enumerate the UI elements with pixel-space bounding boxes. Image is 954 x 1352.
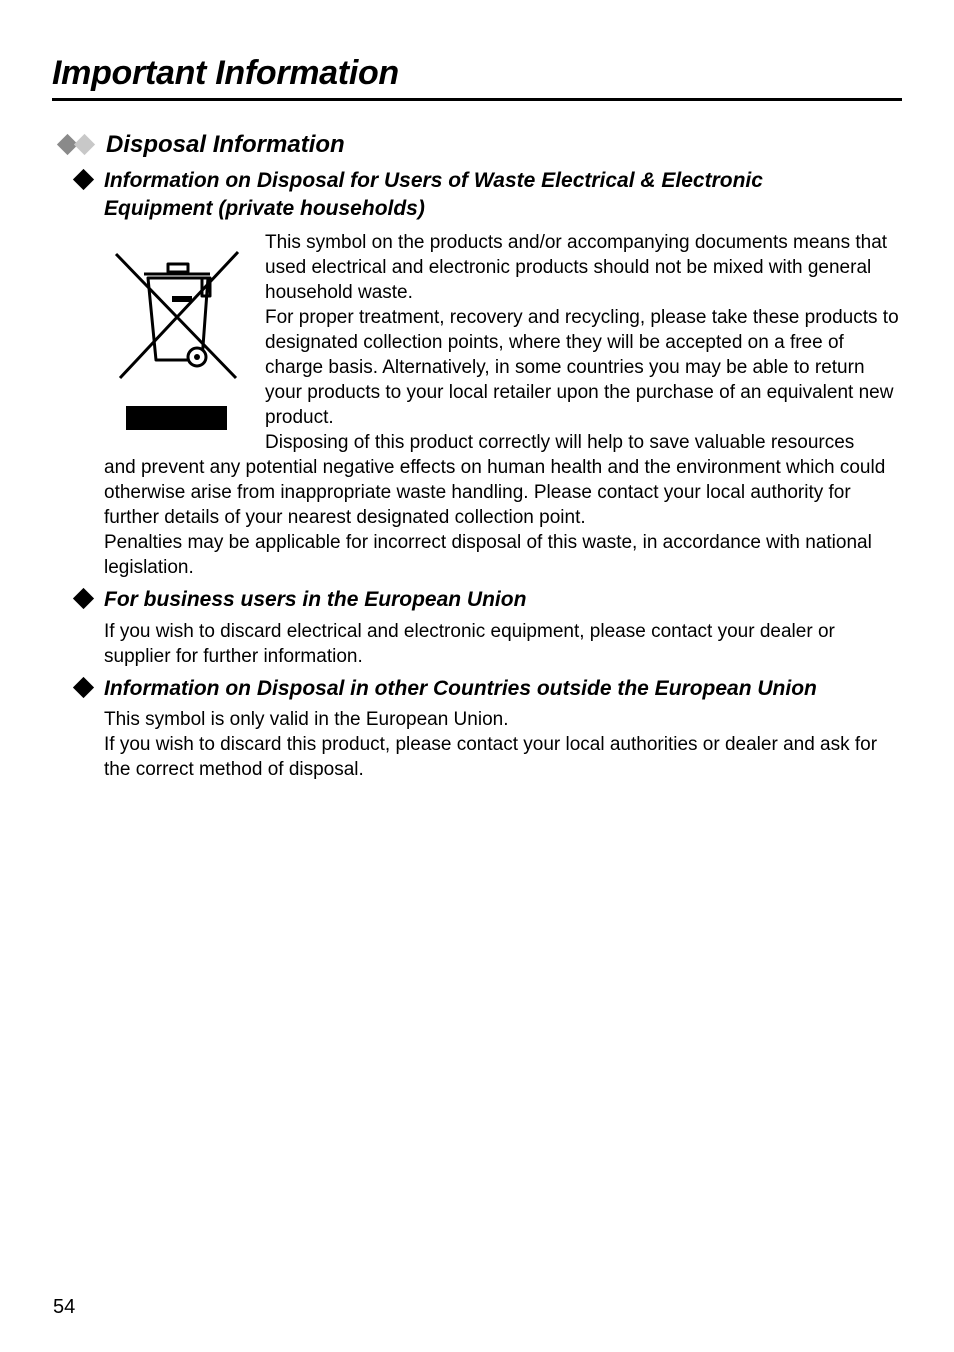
page-title: Important Information xyxy=(52,54,399,92)
disposal-text-top: This symbol on the products and/or accompanying documents means that used electrical and electronic products should not be mixed with general household waste. For proper treatment, recovery and recycling, please take these products to designated collection points, where they will be accepted on a free of charge basis. Alternatively, in some countries you may be able to return your products to your local retailer upon the purchase of an equivalent new product. Disposing of this product correctly will help to save valuable resources xyxy=(265,232,899,453)
page-number: 54 xyxy=(53,1296,76,1318)
crossed-out-wheelie-bin-icon xyxy=(110,248,246,438)
diamond-bullet-icon xyxy=(72,167,104,193)
outside-eu-text: This symbol is only valid in the European Union. If you wish to discard this product, please contact your local authorities or dealer and ask for the correct method of disposal. xyxy=(104,709,878,780)
business-text: If you wish to discard electrical and electronic equipment, please contact your dealer or supplier for further information. xyxy=(104,621,835,667)
subsection-heading-private xyxy=(72,167,763,223)
subsection-title: For business users in the European Union xyxy=(104,588,527,611)
subsection-title: Information on Disposal in other Countries outside the European Union xyxy=(104,677,817,700)
section-title: Disposal Information xyxy=(106,131,345,158)
subsection-heading-business xyxy=(72,586,526,614)
diamond-bullet-icon xyxy=(72,675,104,701)
title-rule xyxy=(52,98,902,101)
disposal-text-bottom: and prevent any potential negative effects on human health and the environment which could otherwise arise from inappropriate waste handling. Please contact your local authority for further details of your nearest designated collection point. Penalties may be applicable for incorrect disposal of this waste, in accordance with national legislation. xyxy=(104,457,886,578)
diamond-bullet-icon xyxy=(72,586,104,612)
double-diamond-icon xyxy=(54,131,102,159)
subsection-heading-outside-eu xyxy=(72,675,817,703)
section-heading xyxy=(54,130,345,160)
subsection-title: Information on Disposal for Users of Waste Electrical & Electronic Equipment (private households) xyxy=(104,169,763,220)
